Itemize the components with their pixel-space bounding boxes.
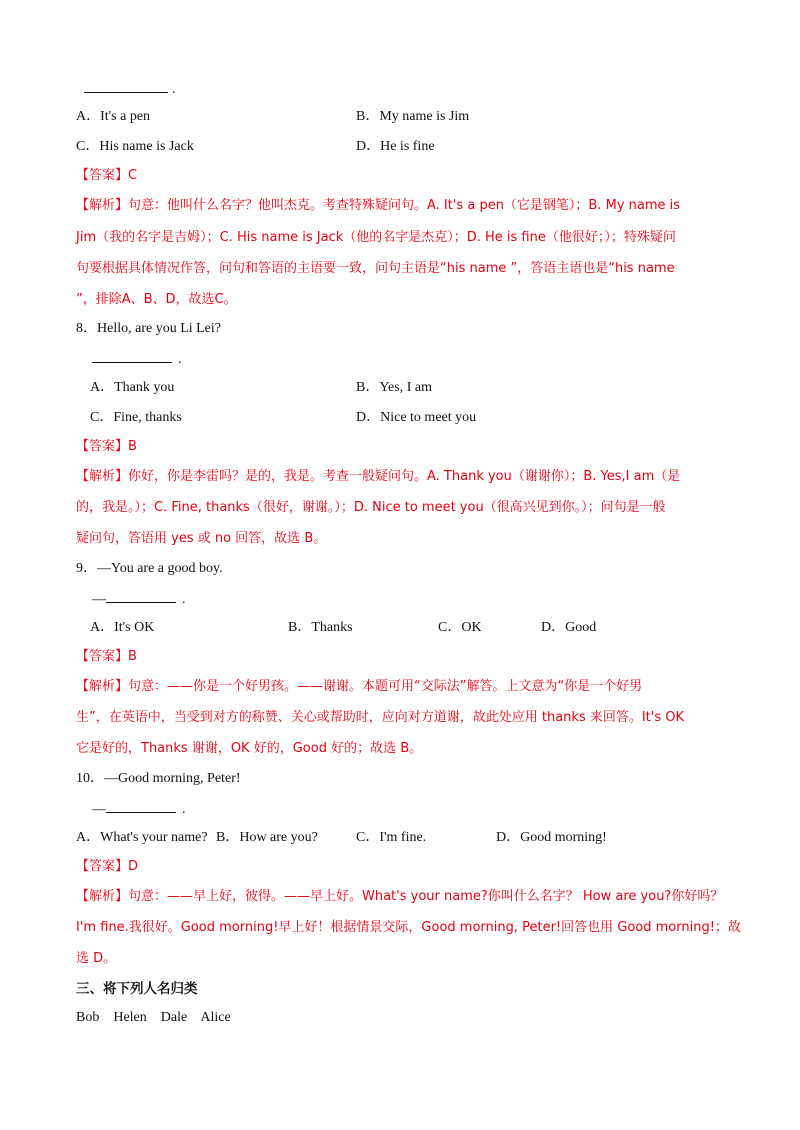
- q8-analysis-line: 的，我是。）；C. Fine, thanks（很好，谢谢。）；D. Nice to meet you（很高兴见到你。）；问句是一般: [76, 500, 666, 515]
- q8-analysis-line: 【解析】你好，你是李雷吗？是的，我是。考查一般疑问句。A. Thank you（谢谢你）；B. Yes,I am（是: [76, 469, 681, 484]
- q10-option-c[interactable]: C．I'm fine.: [356, 830, 427, 845]
- q9-answer: 【答案】B: [76, 649, 137, 664]
- q7-analysis-line: 【解析】句意：他叫什么名字？他叫杰克。考查特殊疑问句。A. It's a pen（它是钢笔）；B. My name is: [76, 198, 681, 213]
- q10-answer-blank[interactable]: — .: [92, 802, 186, 817]
- q9-option-b[interactable]: B．Thanks: [288, 620, 353, 635]
- q7-option-b[interactable]: B．My name is Jim: [356, 109, 470, 124]
- q10-option-d[interactable]: D．Good morning!: [496, 830, 607, 845]
- q8-option-d[interactable]: D．Nice to meet you: [356, 410, 477, 425]
- q8-option-a[interactable]: A．Thank you: [90, 380, 175, 395]
- q7-analysis-line: Jim（我的名字是吉姆）；C. His name is Jack（他的名字是杰克）；D. He is fine（他很好；）；特殊疑问: [76, 230, 676, 245]
- q9-analysis-line: 【解析】句意：——你是一个好男孩。——谢谢。本题可用“交际法”解答。上文意为“你是一个好男: [76, 679, 643, 694]
- q10-analysis-line: 【解析】句意：——早上好，彼得。——早上好。What's your name?你叫什么名字？ How are you?你好吗？: [76, 889, 724, 904]
- q10-analysis-line: I'm fine.我很好。Good morning!早上好！根据情景交际，Good morning, Peter!回答也用 Good morning!；故: [76, 920, 741, 935]
- q8-question: 8．Hello, are you Li Lei?: [76, 321, 222, 336]
- q7-option-c[interactable]: C．His name is Jack: [76, 139, 194, 154]
- q9-analysis-line: 生”，在英语中，当受到对方的称赞、关心或帮助时，应向对方道谢，故此处应用 thanks 来回答。It's OK: [76, 710, 685, 725]
- q7-option-a[interactable]: A．It's a pen: [76, 109, 151, 124]
- q10-option-a[interactable]: A．What's your name?: [76, 830, 208, 845]
- q9-question: 9．—You are a good boy.: [76, 561, 223, 576]
- q8-answer-blank[interactable]: .: [92, 350, 182, 369]
- q10-analysis-line: 选 D。: [76, 951, 117, 966]
- q7-option-d[interactable]: D．He is fine: [356, 139, 435, 154]
- q10-question: 10．—Good morning, Peter!: [76, 771, 241, 786]
- q10-option-b[interactable]: B．How are you?: [216, 830, 318, 845]
- q8-answer: 【答案】B: [76, 439, 137, 454]
- q8-option-c[interactable]: C．Fine, thanks: [90, 410, 182, 425]
- q9-analysis-line: 它是好的，Thanks 谢谢，OK 好的，Good 好的；故选 B。: [76, 741, 423, 756]
- q9-option-c[interactable]: C．OK: [438, 620, 482, 635]
- q7-answer-blank[interactable]: .: [84, 80, 176, 99]
- section-3-names: Bob Helen Dale Alice: [76, 1010, 231, 1025]
- q7-answer: 【答案】C: [76, 168, 138, 183]
- q7-analysis-line: ”，排除A、B、D，故选C。: [76, 292, 237, 307]
- q7-analysis-line: 句要根据具体情况作答，问句和答语的主语要一致，问句主语是“his name ”，答语主语也是“his name: [76, 261, 675, 276]
- q9-option-d[interactable]: D．Good: [541, 620, 597, 635]
- section-3-title: 三、将下列人名归类: [76, 981, 198, 997]
- q9-option-a[interactable]: A．It's OK: [90, 620, 155, 635]
- q9-answer-blank[interactable]: — .: [92, 592, 186, 607]
- q10-answer: 【答案】D: [76, 859, 139, 874]
- q8-analysis-line: 疑问句，答语用 yes 或 no 回答，故选 B。: [76, 531, 327, 546]
- q8-option-b[interactable]: B．Yes, I am: [356, 380, 432, 395]
